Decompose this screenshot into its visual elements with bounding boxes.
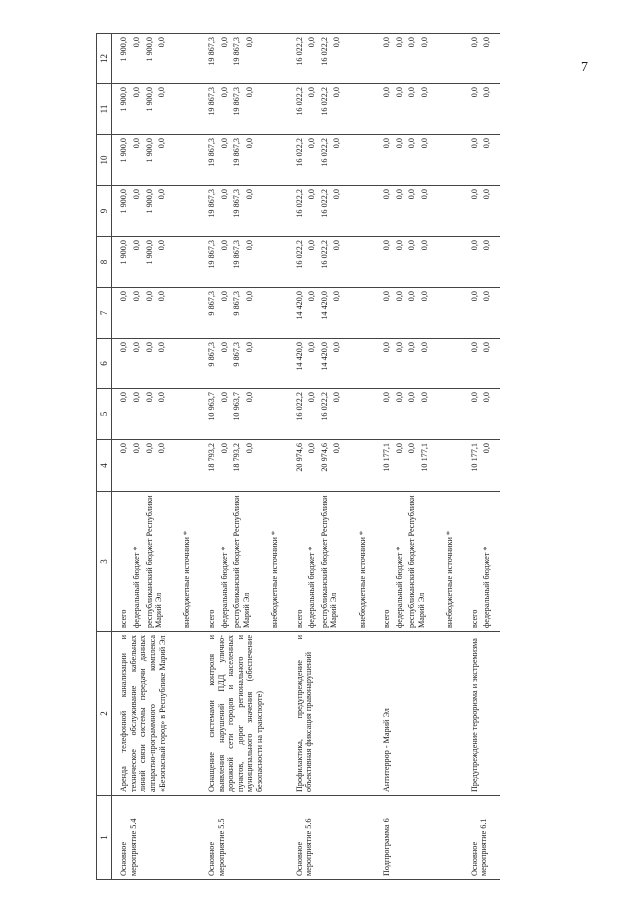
- value-cell: [375, 34, 463, 84]
- budget-value: 0,0: [382, 342, 392, 353]
- value-cell: [200, 389, 288, 440]
- budget-value: 19 867,3: [232, 240, 242, 269]
- budget-value: 19 867,3: [232, 37, 242, 66]
- column-number: 8: [97, 237, 112, 288]
- value-cell: [375, 389, 463, 440]
- budget-value: 0,0: [244, 240, 254, 251]
- budget-value: 0,0: [469, 291, 479, 302]
- budget-value: 0,0: [382, 240, 392, 251]
- budget-value: 9 867,3: [207, 291, 217, 316]
- budget-value: 0,0: [132, 87, 142, 98]
- value-cell: [112, 84, 200, 135]
- budget-value: 1 900,0: [144, 37, 154, 62]
- value-cell: [463, 288, 500, 339]
- funding-source-name: всего: [294, 609, 304, 628]
- value-cell: [112, 186, 200, 237]
- budget-value: 0,0: [332, 392, 342, 403]
- column-number: 4: [97, 440, 112, 492]
- budget-value: 0,0: [132, 291, 142, 302]
- budget-value: 19 867,3: [207, 87, 217, 116]
- budget-value: 0,0: [394, 291, 404, 302]
- budget-value: 0,0: [419, 138, 429, 149]
- budget-value: 0,0: [407, 342, 417, 353]
- funding-source-name: федеральный бюджет *: [307, 546, 317, 628]
- column-number-header: [97, 34, 112, 880]
- column-number: 5: [97, 389, 112, 440]
- value-cell: [288, 339, 376, 389]
- funding-source-name: всего: [469, 609, 479, 628]
- budget-value: 0,0: [482, 189, 492, 200]
- funding-source-name: республиканский бюджет Республики Марий Эл: [144, 495, 164, 628]
- budget-value: 14 420,0: [319, 342, 329, 371]
- budget-value: 0,0: [119, 443, 129, 454]
- row-label: Подпрограмма 6: [375, 796, 463, 880]
- budget-value: 0,0: [307, 443, 317, 454]
- budget-value: 14 420,0: [294, 342, 304, 371]
- budget-value: 14 420,0: [294, 291, 304, 320]
- budget-value: 0,0: [382, 392, 392, 403]
- value-cell: [200, 84, 288, 135]
- budget-value: 0,0: [219, 443, 229, 454]
- budget-value: 0,0: [132, 240, 142, 251]
- budget-value: 0,0: [307, 291, 317, 302]
- value-cell: [200, 237, 288, 288]
- budget-value: 0,0: [394, 87, 404, 98]
- row-label: Основное мероприятие 5.6: [288, 796, 376, 880]
- value-cell: [375, 288, 463, 339]
- value-cell: [463, 440, 500, 492]
- value-cell: [288, 440, 376, 492]
- budget-value: 0,0: [219, 189, 229, 200]
- value-cell: [112, 34, 200, 84]
- budget-value: 0,0: [407, 443, 417, 454]
- row-label: Основное мероприятие 5.4: [112, 796, 200, 880]
- value-cell: [112, 440, 200, 492]
- budget-value: 16 022,2: [294, 189, 304, 218]
- row-description: Профилактика, предупреждение и объективная фиксация правонарушений: [288, 632, 376, 796]
- budget-value: 0,0: [482, 87, 492, 98]
- budget-value: 0,0: [469, 87, 479, 98]
- budget-value: 0,0: [482, 37, 492, 48]
- value-cell: [288, 288, 376, 339]
- budget-value: 19 867,3: [207, 189, 217, 218]
- budget-value: 0,0: [119, 392, 129, 403]
- budget-value: 0,0: [332, 37, 342, 48]
- budget-value: 0,0: [144, 392, 154, 403]
- budget-value: 10 963,7: [207, 392, 217, 421]
- column-number: 3: [97, 492, 112, 632]
- budget-value: 0,0: [332, 291, 342, 302]
- table-row: [288, 34, 376, 880]
- budget-value: 0,0: [382, 189, 392, 200]
- budget-value: 14 420,0: [319, 291, 329, 320]
- value-cell: [200, 288, 288, 339]
- budget-value: 19 867,3: [207, 240, 217, 269]
- budget-value: 19 867,3: [232, 189, 242, 218]
- budget-value: 0,0: [157, 37, 167, 48]
- budget-value: 20 974,6: [319, 443, 329, 472]
- row-label: Основное мероприятие 6.1: [463, 796, 500, 880]
- budget-value: 0,0: [419, 342, 429, 353]
- budget-value: 0,0: [219, 240, 229, 251]
- funding-source-name: внебюджетные источники *: [182, 531, 192, 628]
- budget-value: 0,0: [419, 189, 429, 200]
- budget-value: 0,0: [482, 291, 492, 302]
- budget-value: 0,0: [482, 392, 492, 403]
- budget-value: 16 022,2: [294, 240, 304, 269]
- value-cell: [288, 186, 376, 237]
- budget-value: 1 900,0: [119, 138, 129, 163]
- budget-value: 0,0: [469, 392, 479, 403]
- budget-value: 10 177,1: [419, 443, 429, 472]
- budget-value: 16 022,2: [319, 240, 329, 269]
- value-cell: [200, 339, 288, 389]
- budget-value: 0,0: [132, 37, 142, 48]
- value-cell: [288, 84, 376, 135]
- value-cell: [288, 237, 376, 288]
- table-row: [112, 34, 200, 880]
- funding-sources-cell: [200, 492, 288, 632]
- value-cell: [200, 135, 288, 186]
- value-cell: [288, 135, 376, 186]
- value-cell: [463, 135, 500, 186]
- budget-value: 0,0: [407, 37, 417, 48]
- budget-value: 0,0: [244, 392, 254, 403]
- budget-value: 0,0: [219, 342, 229, 353]
- budget-value: 0,0: [482, 443, 492, 454]
- budget-value: 0,0: [157, 291, 167, 302]
- value-cell: [200, 186, 288, 237]
- budget-value: 0,0: [332, 443, 342, 454]
- budget-value: 1 900,0: [119, 240, 129, 265]
- funding-source-name: федеральный бюджет *: [394, 546, 404, 628]
- budget-value: 0,0: [307, 392, 317, 403]
- budget-table: [96, 33, 500, 880]
- column-number: 10: [97, 135, 112, 186]
- budget-value: 0,0: [157, 443, 167, 454]
- page-number: 7: [581, 60, 588, 75]
- budget-value: 0,0: [394, 240, 404, 251]
- budget-value: 0,0: [407, 87, 417, 98]
- budget-value: 0,0: [119, 342, 129, 353]
- column-number: 7: [97, 288, 112, 339]
- budget-value: 16 022,2: [319, 37, 329, 66]
- budget-value: 0,0: [394, 37, 404, 48]
- budget-value: 19 867,3: [232, 87, 242, 116]
- funding-source-name: внебюджетные источники *: [270, 531, 279, 628]
- funding-source-name: республиканский бюджет Республики Марий Эл: [319, 495, 339, 628]
- budget-value: 10 963,7: [232, 392, 242, 421]
- budget-value: 0,0: [407, 138, 417, 149]
- column-number: 9: [97, 186, 112, 237]
- budget-value: 0,0: [219, 37, 229, 48]
- value-cell: [288, 389, 376, 440]
- funding-source-name: федеральный бюджет *: [132, 546, 142, 628]
- row-description: Оснащение системами контроля и выявления нарушений ПДД улично-дорожной сети городов и населенных пунктов, дорог регионального и муниципального значения (обеспечение безопасности на транспорте): [200, 632, 288, 796]
- budget-value: 0,0: [307, 342, 317, 353]
- funding-source-name: федеральный бюджет *: [219, 546, 229, 628]
- budget-value: 10 177,1: [469, 443, 479, 472]
- budget-value: 0,0: [144, 291, 154, 302]
- budget-value: 16 022,2: [319, 392, 329, 421]
- funding-source-name: всего: [119, 609, 129, 628]
- budget-value: 16 022,2: [294, 392, 304, 421]
- row-description: Антитеррор - Марий Эл: [375, 632, 463, 796]
- value-cell: [375, 237, 463, 288]
- budget-value: 0,0: [394, 443, 404, 454]
- table-row: [463, 34, 500, 880]
- budget-value: 19 867,3: [207, 138, 217, 167]
- budget-value: 0,0: [132, 392, 142, 403]
- funding-sources-cell: [112, 492, 200, 632]
- budget-value: 0,0: [382, 37, 392, 48]
- budget-value: 1 900,0: [144, 138, 154, 163]
- funding-sources-cell: [463, 492, 500, 632]
- budget-value: 10 177,1: [382, 443, 392, 472]
- budget-value: 0,0: [307, 37, 317, 48]
- budget-value: 0,0: [244, 37, 254, 48]
- budget-value: 0,0: [144, 342, 154, 353]
- budget-value: 0,0: [419, 37, 429, 48]
- budget-value: 0,0: [132, 443, 142, 454]
- budget-value: 0,0: [219, 87, 229, 98]
- funding-source-name: внебюджетные источники *: [357, 531, 367, 628]
- budget-value: 0,0: [244, 87, 254, 98]
- budget-value: 0,0: [382, 87, 392, 98]
- column-number: 11: [97, 84, 112, 135]
- value-cell: [375, 84, 463, 135]
- budget-value: 1 900,0: [144, 240, 154, 265]
- budget-value: 16 022,2: [294, 138, 304, 167]
- value-cell: [112, 288, 200, 339]
- value-cell: [375, 135, 463, 186]
- budget-value: 0,0: [244, 443, 254, 454]
- budget-value: 0,0: [157, 189, 167, 200]
- value-cell: [200, 34, 288, 84]
- value-cell: [463, 84, 500, 135]
- budget-value: 0,0: [469, 189, 479, 200]
- funding-source-name: всего: [382, 609, 392, 628]
- table-row: [375, 34, 463, 880]
- budget-value: 19 867,3: [207, 37, 217, 66]
- funding-source-name: республиканский бюджет Республики Марий Эл: [232, 495, 251, 628]
- budget-value: 0,0: [382, 138, 392, 149]
- budget-value: 0,0: [394, 392, 404, 403]
- value-cell: [463, 237, 500, 288]
- budget-value: 20 974,6: [294, 443, 304, 472]
- budget-value: 0,0: [219, 138, 229, 149]
- budget-value: 19 867,3: [232, 138, 242, 167]
- value-cell: [288, 34, 376, 84]
- budget-value: 0,0: [307, 189, 317, 200]
- budget-value: 0,0: [382, 291, 392, 302]
- value-cell: [463, 339, 500, 389]
- budget-value: 0,0: [157, 392, 167, 403]
- value-cell: [112, 237, 200, 288]
- budget-value: 0,0: [394, 189, 404, 200]
- budget-value: 0,0: [469, 138, 479, 149]
- table-row: [200, 34, 288, 880]
- budget-value: 0,0: [157, 87, 167, 98]
- column-number: 2: [97, 632, 112, 796]
- budget-value: 9 867,3: [232, 291, 242, 316]
- budget-value: 0,0: [394, 138, 404, 149]
- column-number: 1: [97, 796, 112, 880]
- value-cell: [112, 339, 200, 389]
- budget-value: 0,0: [482, 342, 492, 353]
- budget-value: 0,0: [157, 240, 167, 251]
- value-cell: [375, 339, 463, 389]
- budget-value: 1 900,0: [119, 189, 129, 214]
- budget-value: 0,0: [132, 342, 142, 353]
- budget-value: 0,0: [407, 189, 417, 200]
- funding-source-name: внебюджетные источники *: [445, 531, 455, 628]
- budget-value: 0,0: [219, 392, 229, 403]
- budget-value: 16 022,2: [294, 87, 304, 116]
- budget-value: 0,0: [332, 87, 342, 98]
- budget-value: 0,0: [394, 342, 404, 353]
- budget-value: 18 793,2: [232, 443, 242, 472]
- rotated-table-sheet: [96, 34, 544, 880]
- funding-source-name: республиканский бюджет Республики Марий Эл: [407, 495, 426, 628]
- budget-value: 0,0: [244, 342, 254, 353]
- funding-source-name: федеральный бюджет *: [482, 546, 492, 628]
- funding-source-name: всего: [207, 609, 217, 628]
- row-label: Основное мероприятие 5.5: [200, 796, 288, 880]
- budget-value: 0,0: [244, 189, 254, 200]
- budget-value: 0,0: [469, 240, 479, 251]
- table-body: [112, 34, 500, 880]
- column-number: 6: [97, 339, 112, 389]
- value-cell: [112, 389, 200, 440]
- budget-value: 1 900,0: [144, 189, 154, 214]
- budget-value: 16 022,2: [319, 189, 329, 218]
- funding-sources-cell: [375, 492, 463, 632]
- budget-value: 0,0: [157, 138, 167, 149]
- budget-value: 0,0: [132, 138, 142, 149]
- funding-sources-cell: [288, 492, 376, 632]
- value-cell: [463, 186, 500, 237]
- budget-value: 0,0: [157, 342, 167, 353]
- budget-value: 0,0: [419, 392, 429, 403]
- value-cell: [463, 34, 500, 84]
- budget-value: 16 022,2: [294, 37, 304, 66]
- budget-value: 1 900,0: [144, 87, 154, 112]
- budget-value: 18 793,2: [207, 443, 217, 472]
- budget-value: 0,0: [332, 240, 342, 251]
- budget-value: 0,0: [469, 37, 479, 48]
- value-cell: [112, 135, 200, 186]
- budget-value: 0,0: [419, 87, 429, 98]
- budget-value: 0,0: [244, 291, 254, 302]
- budget-value: 0,0: [407, 240, 417, 251]
- budget-value: 0,0: [307, 240, 317, 251]
- budget-value: 0,0: [307, 87, 317, 98]
- column-number: 12: [97, 34, 112, 84]
- budget-value: 0,0: [219, 291, 229, 302]
- budget-value: 0,0: [407, 291, 417, 302]
- value-cell: [200, 440, 288, 492]
- budget-value: 0,0: [244, 138, 254, 149]
- budget-value: 9 867,3: [207, 342, 217, 367]
- budget-value: 0,0: [469, 342, 479, 353]
- budget-value: 0,0: [307, 138, 317, 149]
- budget-value: 0,0: [332, 342, 342, 353]
- budget-value: 0,0: [332, 138, 342, 149]
- budget-value: 0,0: [482, 138, 492, 149]
- budget-value: 16 022,2: [319, 87, 329, 116]
- budget-value: 0,0: [482, 240, 492, 251]
- value-cell: [463, 389, 500, 440]
- budget-value: 0,0: [419, 291, 429, 302]
- budget-value: 16 022,2: [319, 138, 329, 167]
- budget-value: 1 900,0: [119, 87, 129, 112]
- budget-value: 0,0: [132, 189, 142, 200]
- budget-value: 0,0: [144, 443, 154, 454]
- value-cell: [375, 440, 463, 492]
- row-description: Аренда телефонной канализации и техническое обслуживание кабельных линий связи системы передачи данных аппаратно-программного комплекса «Безопасный город» в Республике Марий Эл: [112, 632, 200, 796]
- budget-value: 0,0: [407, 392, 417, 403]
- budget-value: 0,0: [419, 240, 429, 251]
- row-description: Предупреждение терроризма и экстремизма: [463, 632, 500, 796]
- budget-value: 9 867,3: [232, 342, 242, 367]
- budget-value: 1 900,0: [119, 37, 129, 62]
- value-cell: [375, 186, 463, 237]
- budget-value: 0,0: [119, 291, 129, 302]
- budget-value: 0,0: [332, 189, 342, 200]
